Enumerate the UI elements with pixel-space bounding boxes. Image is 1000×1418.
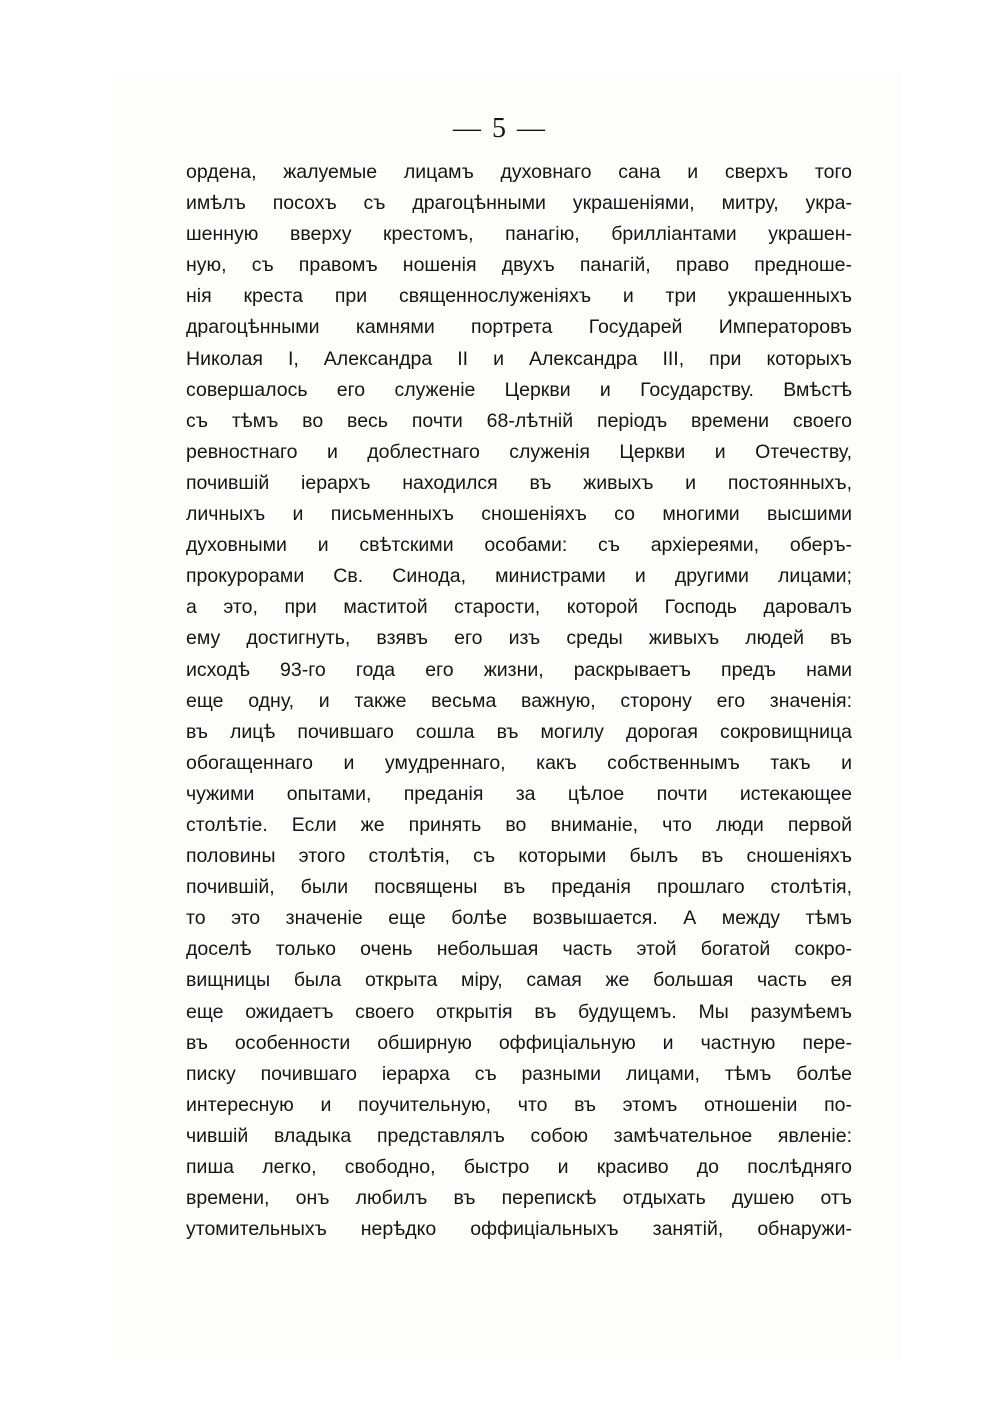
text-line: Николая I, Александра II и Александра III, при которыхъ [186, 347, 852, 370]
text-line: еще одну, и также весьма важную, сторону его значенія: [186, 689, 852, 712]
text-line: ордена, жалуемые лицамъ духовнаго сана и сверхъ того [186, 161, 852, 183]
text-line: почившій, были посвящены въ преданія прошлаго столѣтія, [186, 876, 852, 899]
text-line: то это значеніе еще болѣе возвышается. А между тѣмъ [186, 907, 852, 930]
text-line: ему достигнуть, взявъ его изъ среды живыхъ людей въ [186, 627, 852, 650]
text-line: личныхъ и письменныхъ сношеніяхъ со многими высшими [186, 503, 852, 526]
text-line: въ особенности обширную оффиціальную и частную пере- [186, 1031, 852, 1054]
text-line: драгоцѣнными камнями портрета Государей Императоровъ [186, 316, 852, 339]
text-line: ревностнаго и доблестнаго служенія Церкви и Отечеству, [186, 440, 852, 463]
text-line: времени, онъ любилъ въ перепискѣ отдыхать душею отъ [186, 1187, 852, 1210]
text-line: писку почившаго iерарха съ разными лицами, тѣмъ болѣе [186, 1062, 852, 1085]
text-line: шенную вверху крестомъ, панагію, бриллiантами украшен- [186, 223, 852, 246]
text-line: интересную и поучительную, что въ этомъ отношеніи по- [186, 1093, 852, 1116]
text-line: совершалось его служеніе Церкви и Государству. Вмѣстѣ [186, 378, 852, 401]
body-text [186, 157, 852, 1245]
text-line: доселѣ только очень небольшая часть этой богатой сокро- [186, 938, 852, 961]
text-line: обогащеннаго и умудреннаго, какъ собственнымъ такъ и [186, 751, 852, 774]
text-line: съ тѣмъ во весь почти 68-лѣтній періодъ времени своего [186, 409, 852, 432]
text-line: имѣлъ посохъ съ драгоцѣнными украшеніями, митру, укра- [186, 192, 852, 215]
text-line: пиша легко, свободно, быстро и красиво до послѣдняго [186, 1156, 852, 1178]
text-line: духовными и свѣтскими особами: съ архіереями, оберъ- [186, 534, 852, 557]
text-line: нія креста при священнослуженіяхъ и три украшенныхъ [186, 285, 852, 308]
text-line: еще ожидаетъ своего открытія въ будущемъ. Мы разумѣемъ [186, 1000, 852, 1023]
text-line: а это, при маститой старости, которой Господь даровалъ [186, 596, 852, 619]
text-line: утомительныхъ нерѣдко оффиціальныхъ занятій, обнаружи- [186, 1218, 852, 1241]
text-line: исходѣ 93-го года его жизни, раскрываетъ предъ нами [186, 658, 852, 681]
text-line: половины этого столѣтія, съ которыми былъ въ сношеніяхъ [186, 845, 852, 868]
text-line: въ лицѣ почившаго сошла въ могилу дорогая сокровищница [186, 720, 852, 743]
text-line: почившій iерархъ находился въ живыхъ и постоянныхъ, [186, 471, 852, 494]
text-line: чужими опытами, преданія за цѣлое почти истекающее [186, 782, 852, 805]
page-number: — 5 — [453, 113, 547, 144]
text-line: ную, съ правомъ ношенія двухъ панагій, право предноше- [186, 254, 852, 277]
text-line: прокурорами Св. Синода, министрами и другими лицами; [186, 565, 852, 588]
text-line: вищницы была открыта міру, самая же большая часть ея [186, 969, 852, 992]
text-line: столѣтіе. Если же принять во вниманіе, что люди первой [186, 813, 852, 836]
text-line: чившій владыка представлялъ собою замѣчательное явленіе: [186, 1124, 852, 1147]
